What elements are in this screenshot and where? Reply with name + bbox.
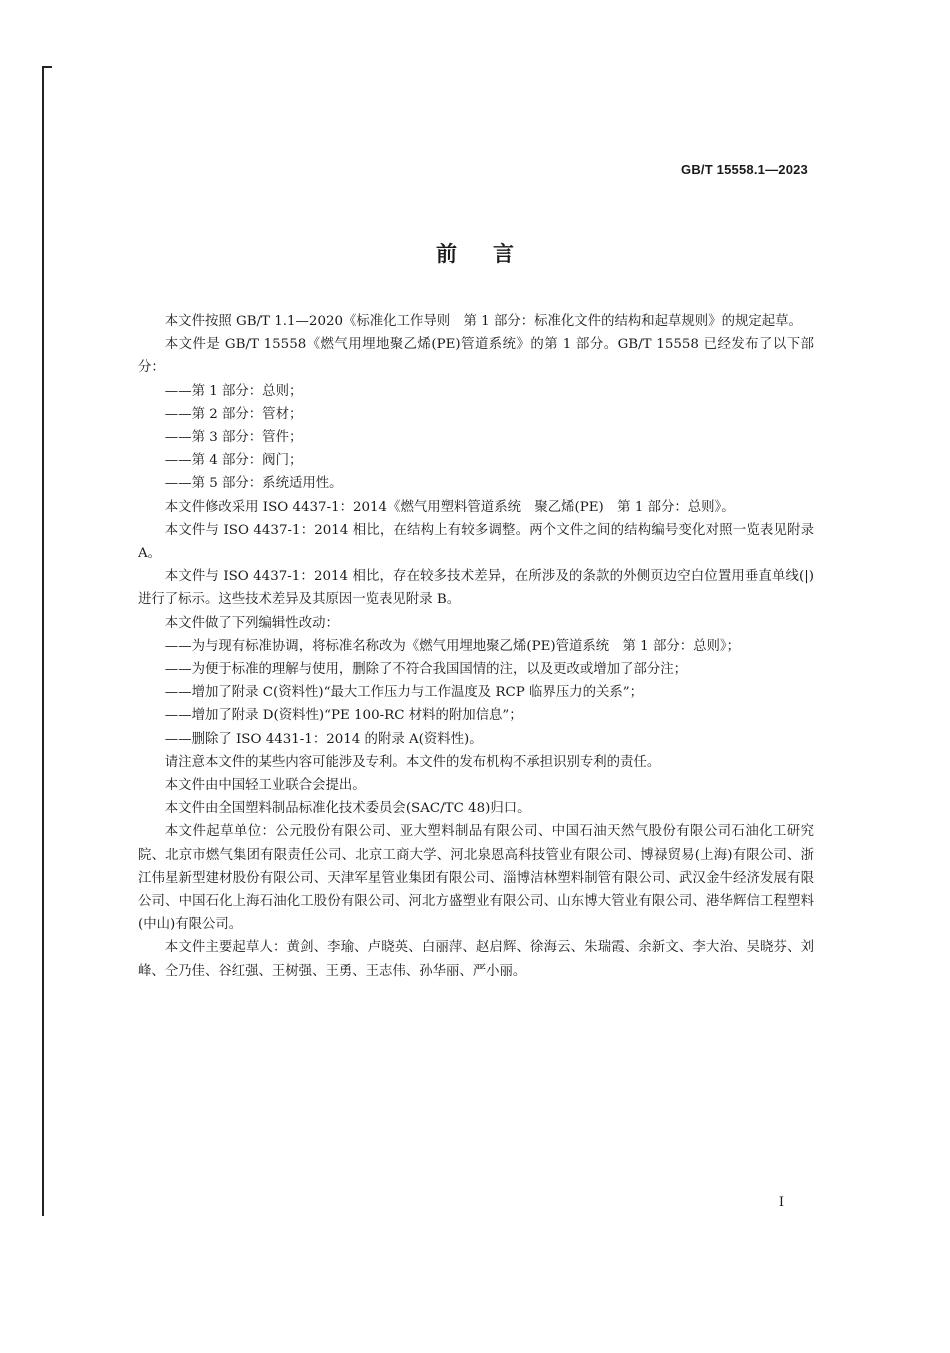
paragraph: 本文件由中国轻工业联合会提出。 <box>164 778 366 794</box>
paragraph: 本文件按照 GB/T 1.1—2020《标准化工作导则 第 1 部分：标准化文件的结构和起草规则》的规定起草。 <box>164 314 802 329</box>
standard-code: GB/T 15558.1—2023 <box>681 162 808 177</box>
list-item: ——第 5 部分：系统适用性。 <box>164 476 343 492</box>
paragraph: 本文件与 ISO 4437-1：2014 相比，在结构上有较多调整。两个文件之间的结构编号变化对照一览表见附录 A。 <box>138 522 814 562</box>
title-char-1: 前 <box>436 242 457 266</box>
paragraph: 本文件是 GB/T 15558《燃气用埋地聚乙烯(PE)管道系统》的第 1 部分。GB/T 15558 已经发布了以下部分： <box>138 337 814 376</box>
list-item: ——为与现有标准协调，将标准名称改为《燃气用埋地聚乙烯(PE)管道系统 第 1 部分：总则》； <box>164 638 740 654</box>
paragraph: 本文件由全国塑料制品标准化技术委员会(SAC/TC 48)归口。 <box>164 801 531 817</box>
paragraph: 本文件做了下列编辑性改动： <box>164 615 339 631</box>
foreword-body <box>138 310 814 983</box>
list-item: ——为便于标准的理解与使用，删除了不符合我国国情的注，以及更改或增加了部分注； <box>164 662 688 678</box>
list-item: ——删除了 ISO 4431-1：2014 的附录 A(资料性)。 <box>164 731 483 747</box>
paragraph: 本文件主要起草人：黄剑、李瑜、卢晓英、白丽萍、赵启辉、徐海云、朱瑞霞、余新文、李大治、吴晓芬、刘峰、仝乃佳、谷红强、王树强、王勇、王志伟、孙华丽、严小丽。 <box>138 940 814 979</box>
list-item: ——第 3 部分：管件； <box>164 430 303 446</box>
paragraph: 本文件修改采用 ISO 4437-1：2014《燃气用塑料管道系统 聚乙烯(PE) 第 1 部分：总则》。 <box>164 499 735 515</box>
list-item: ——第 4 部分：阀门； <box>164 453 303 469</box>
title-char-2: 言 <box>493 242 514 266</box>
list-item: ——增加了附录 D(资料性)“PE 100-RC 材料的附加信息”； <box>164 708 523 724</box>
list-item: ——增加了附录 C(资料性)“最大工作压力与工作温度及 RCP 临界压力的关系”； <box>164 685 644 701</box>
page-number: I <box>778 1195 784 1210</box>
list-item: ——第 2 部分：管材； <box>164 406 303 422</box>
list-item: ——第 1 部分：总则； <box>164 383 303 399</box>
paragraph: 本文件与 ISO 4437-1：2014 相比，存在较多技术差异，在所涉及的条款的外侧页边空白位置用垂直单线(|)进行了标示。这些技术差异及其原因一览表见附录 B。 <box>138 569 814 608</box>
page-title <box>0 238 950 268</box>
paragraph: 本文件起草单位：公元股份有限公司、亚大塑料制品有限公司、中国石油天然气股份有限公司石油化工研究院、北京市燃气集团有限责任公司、北京工商大学、河北泉恩高科技管业有限公司、博禄贸易(上海)有限公司、浙江伟星新型建材股份有限公司、天津军星管业集团有限公司、淄博洁林塑料制管有限公司、武汉金牛经济发展有限公司、中国石化上海石油化工股份有限公司、河北方盛塑业有限公司、山东博大管业有限公司、港华辉信工程塑料(中山)有限公司。 <box>138 824 814 933</box>
paragraph: 请注意本文件的某些内容可能涉及专利。本文件的发布机构不承担识别专利的责任。 <box>164 754 661 770</box>
